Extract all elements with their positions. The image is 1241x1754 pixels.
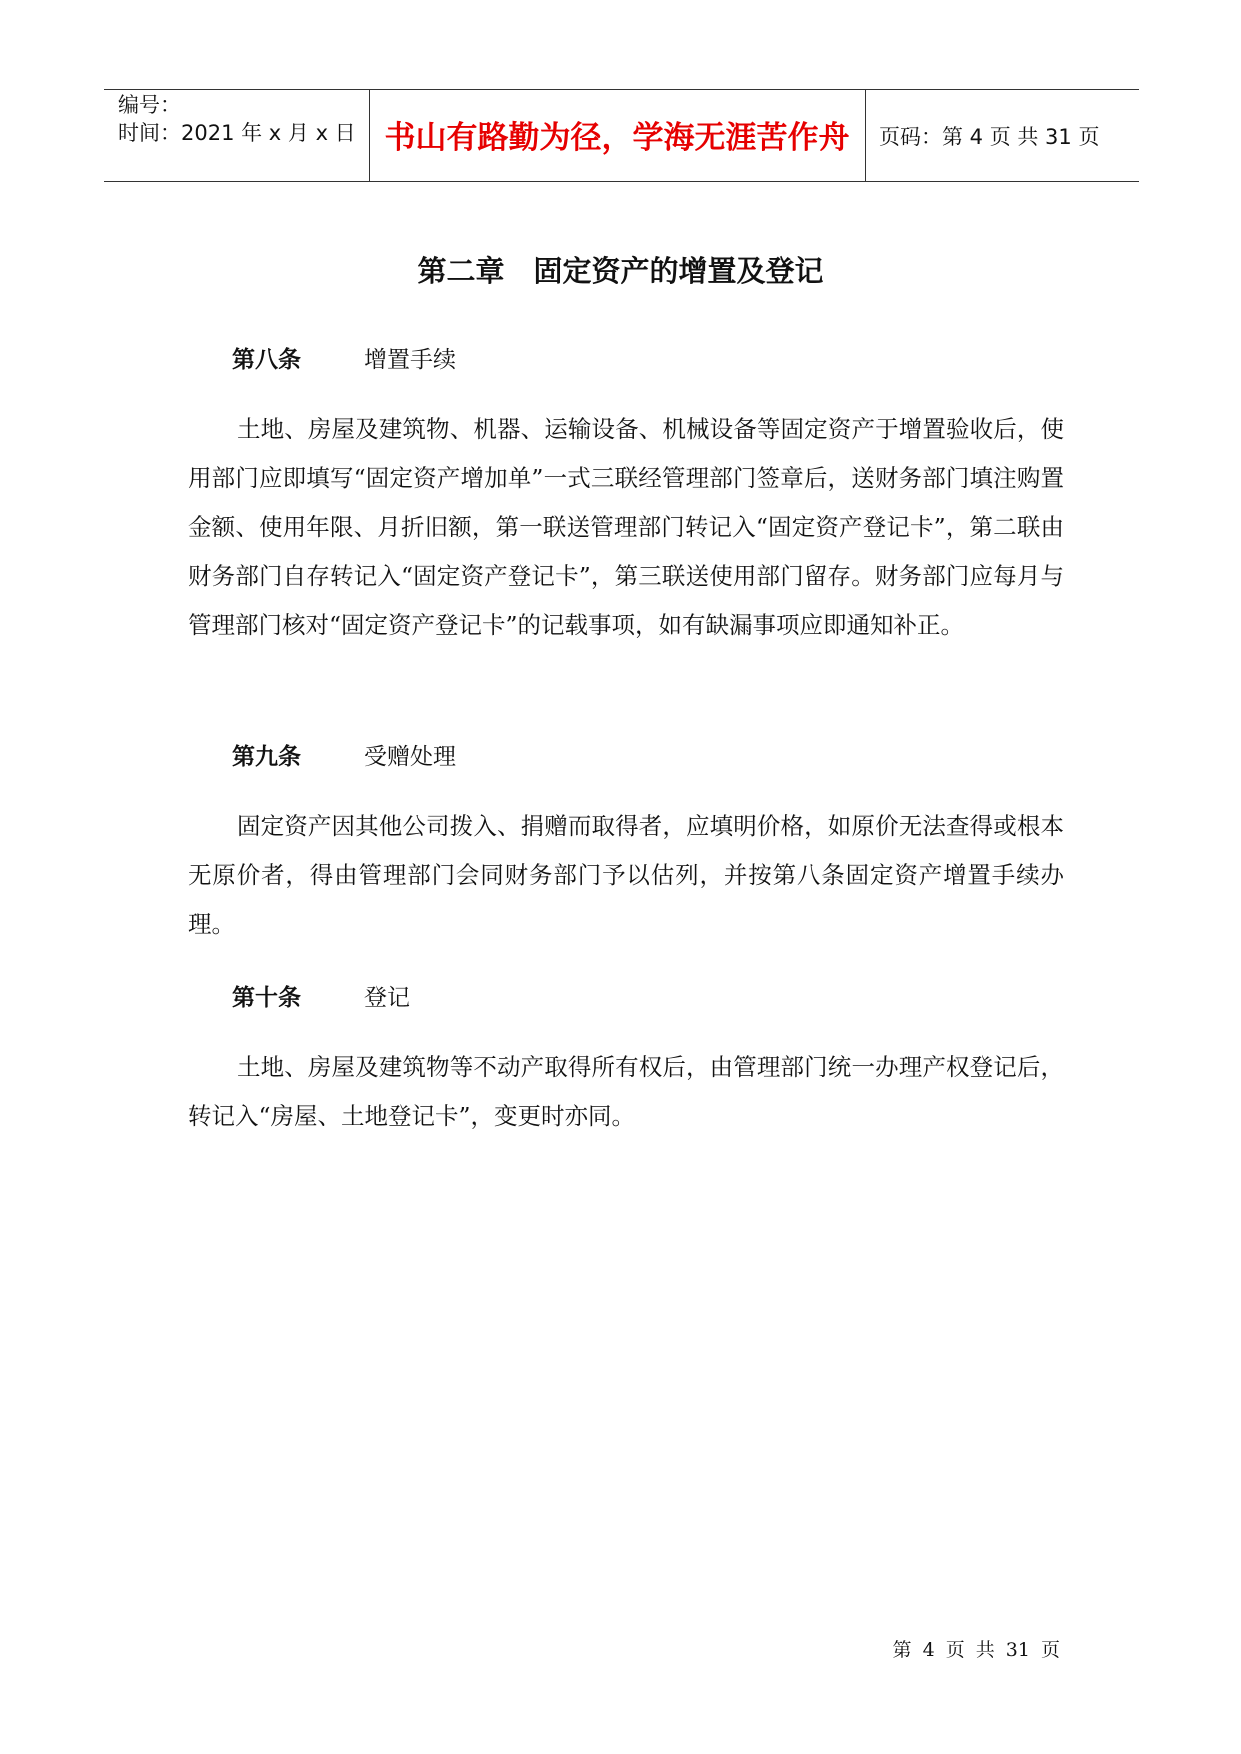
header-info-cell — [104, 90, 370, 181]
document-number-label: 编号： — [118, 93, 181, 117]
article-body-9: 固定资产因其他公司拨入、捐赠而取得者，应填明价格，如原价无法查得或根本无原价者，得由管理部门会同财务部门予以估列，并按第八条固定资产增置手续办理。 — [188, 812, 1064, 938]
article-body-8: 土地、房屋及建筑物、机器、运输设备、机械设备等固定资产于增置验收后，使用部门应即填写“固定资产增加单”一式三联经管理部门签章后，送财务部门填注购置金额、使用年限、月折旧额，第一联送管理部门转记入“固定资产登记卡”，第二联由财务部门自存转记入“固定资产登记卡”，第三联送使用部门留存。财务部门应每月与管理部门核对“固定资产登记卡”的记载事项，如有缺漏事项应即通知补正。 — [188, 415, 1064, 639]
article-number: 第十条 — [232, 985, 301, 1011]
header-motto: 书山有路勤为径，学海无涯苦作舟 — [384, 120, 850, 156]
header-page-cell — [865, 90, 1139, 181]
header-page-number: 页码：第 4 页 共 31 页 — [879, 125, 1100, 149]
article-number: 第九条 — [232, 744, 301, 770]
article-heading-9 — [232, 742, 456, 772]
page-header — [104, 89, 1139, 182]
article-title: 登记 — [364, 985, 410, 1011]
header-motto-cell — [369, 90, 866, 181]
chapter-title: 第二章 固定资产的增置及登记 — [417, 254, 824, 288]
article-number: 第八条 — [232, 347, 301, 373]
article-title: 受赠处理 — [364, 744, 456, 770]
article-heading-10 — [232, 983, 410, 1013]
article-title: 增置手续 — [364, 347, 456, 373]
page-footer: 第 4 页 共 31 页 — [892, 1639, 1060, 1661]
document-time-label: 时间：2021 年 x 月 x 日 — [118, 121, 356, 145]
article-heading-8 — [232, 345, 456, 375]
article-body-10: 土地、房屋及建筑物等不动产取得所有权后，由管理部门统一办理产权登记后，转记入“房屋、土地登记卡”，变更时亦同。 — [188, 1053, 1064, 1130]
